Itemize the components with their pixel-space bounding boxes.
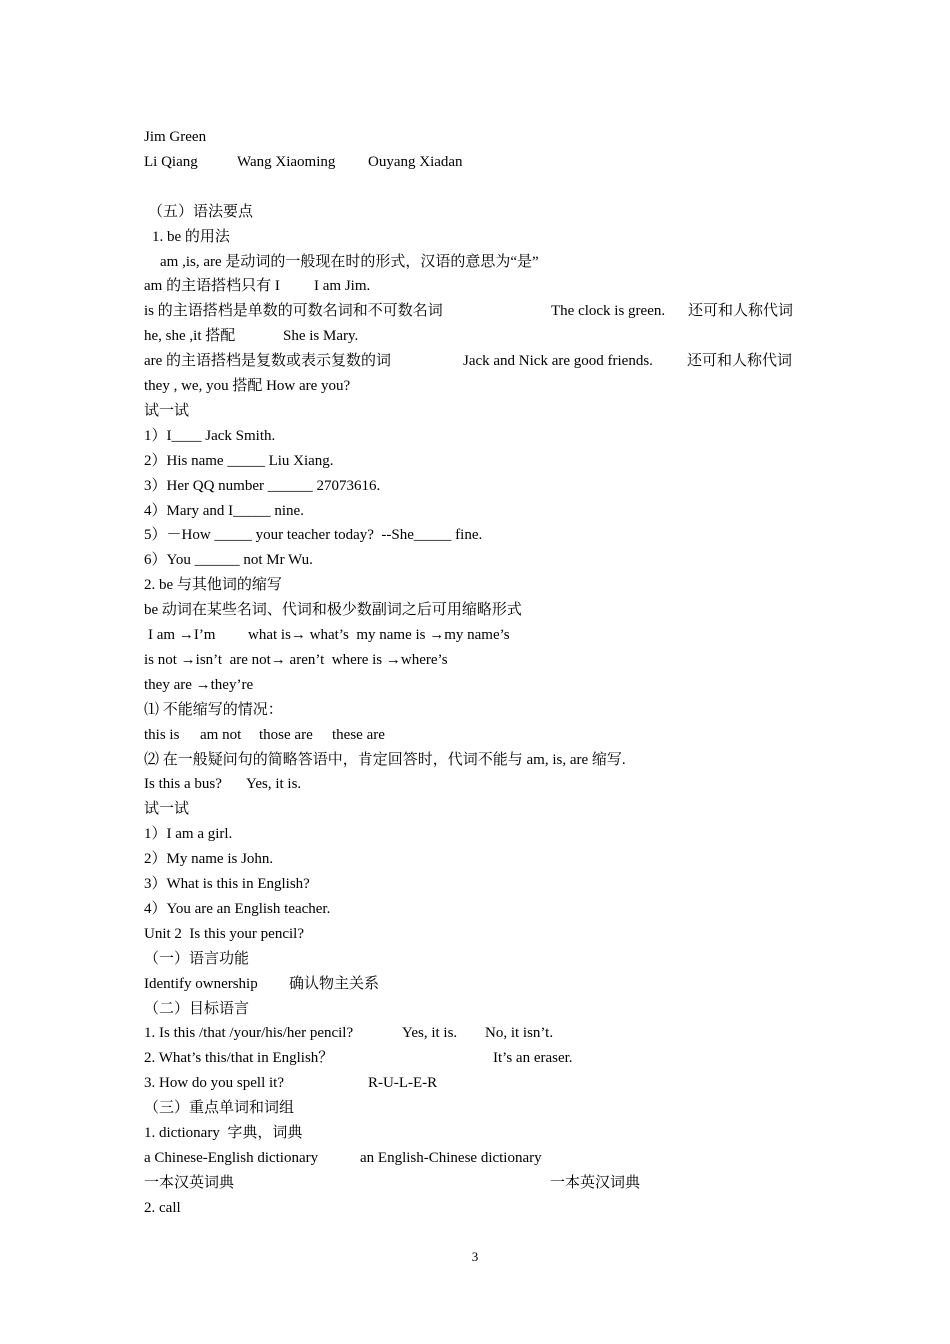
text-segment: what is→ what’s my name is →my name’s (248, 627, 510, 643)
text-segment: Wang Xiaoming (237, 153, 336, 170)
text-segment: Ouyang Xiadan (368, 153, 463, 170)
text-segment: Jack and Nick are good friends. (463, 353, 653, 370)
text-segment: 1. be 的用法 (152, 228, 230, 245)
text-segment: they are →they’re (144, 676, 254, 693)
text-segment: am not (200, 726, 242, 743)
text-segment: 一本英汉词典 (550, 1174, 641, 1191)
text-segment: 3. How do you spell it? (144, 1075, 284, 1092)
text-segment: It’s an eraser. (493, 1050, 573, 1067)
text-segment: a Chinese-English dictionary (144, 1149, 319, 1166)
text-segment: is 的主语搭档是单数的可数名词和不可数名词 (144, 303, 443, 320)
text-segment: R-U-L-E-R (368, 1075, 438, 1092)
text-segment: 1）I____ Jack Smith. (144, 427, 276, 444)
text-segment: am 的主语搭档只有 I (144, 278, 280, 295)
text-segment: （一）语言功能 (144, 950, 250, 967)
text-segment: ⑵ 在一般疑问句的简略答语中，肯定回答时，代词不能与 am, is, are 缩写. (144, 751, 626, 768)
text-segment: She is Mary. (283, 328, 359, 345)
text-segment: 3）Her QQ number ______ 27073616. (144, 477, 381, 494)
text-segment: I am →I’m (148, 627, 216, 643)
text-segment: 5）－How _____ your teacher today? --She_____ fine. (144, 527, 483, 544)
text-segment: Is this a bus? (144, 776, 222, 793)
text-segment: he, she ,it 搭配 (144, 328, 236, 345)
text-segment: be 动词在某些名词、代词和极少数副词之后可用缩略形式 (144, 602, 522, 619)
text-segment: am ,is, are 是动词的一般现在时的形式，汉语的意思为“是” (160, 253, 539, 270)
text-segment: 4）You are an English teacher. (144, 900, 331, 917)
text-segment: 2. be 与其他词的缩写 (144, 577, 282, 594)
text-segment: 2）His name _____ Liu Xiang. (144, 452, 334, 469)
text-segment: they , we, you 搭配 How are you? (144, 378, 351, 394)
text-segment: 4）Mary and I_____ nine. (144, 502, 304, 519)
text-segment: Identify ownership (144, 975, 258, 992)
text-segment: 6）You ______ not Mr Wu. (144, 552, 313, 569)
text-segment: 确认物主关系 (289, 975, 380, 992)
text-segment: ⑴ 不能缩写的情况： (144, 701, 283, 718)
text-segment: No, it isn’t. (485, 1025, 554, 1042)
text-segment: 2）My name is John. (144, 851, 274, 868)
text-segment: an English-Chinese dictionary (360, 1149, 542, 1166)
text-segment: 还可和人称代词 (687, 353, 793, 370)
text-segment: Li Qiang (144, 153, 198, 170)
text-segment: 试一试 (144, 801, 190, 818)
text-segment: is not →isn’t are not→ aren’t where is →where’s (144, 651, 448, 668)
text-segment: these are (332, 726, 385, 743)
text-segment: 一本汉英词典 (144, 1174, 235, 1191)
text-segment: 1. dictionary 字典，词典 (144, 1125, 303, 1141)
page-number: 3 (471, 1249, 479, 1264)
text-segment: （三）重点单词和词组 (144, 1100, 295, 1117)
text-segment: those are (259, 726, 313, 743)
text-segment: 2. What’s this/that in English？ (144, 1050, 334, 1067)
text-segment: The clock is green. (551, 303, 666, 320)
text-segment: 3）What is this in English? (144, 876, 310, 892)
text-segment: Yes, it is. (402, 1025, 458, 1042)
text-segment: 还可和人称代词 (688, 303, 794, 320)
text-segment: this is (144, 726, 180, 743)
text-segment: Yes, it is. (246, 776, 302, 793)
text-segment: I am Jim. (314, 278, 371, 295)
text-segment: 1. Is this /that /your/his/her pencil? (144, 1025, 354, 1042)
text-segment: 试一试 (144, 402, 190, 419)
text-segment: Unit 2 Is this your pencil? (144, 925, 304, 942)
text-segment: 1）I am a girl. (144, 826, 233, 843)
text-segment: （五）语法要点 (148, 203, 254, 220)
text-segment: （二）目标语言 (144, 1000, 250, 1017)
text-segment: Jim Green (144, 129, 207, 145)
text-segment: are 的主语搭档是复数或表示复数的词 (144, 353, 392, 370)
text-segment: 2. call (144, 1199, 181, 1216)
